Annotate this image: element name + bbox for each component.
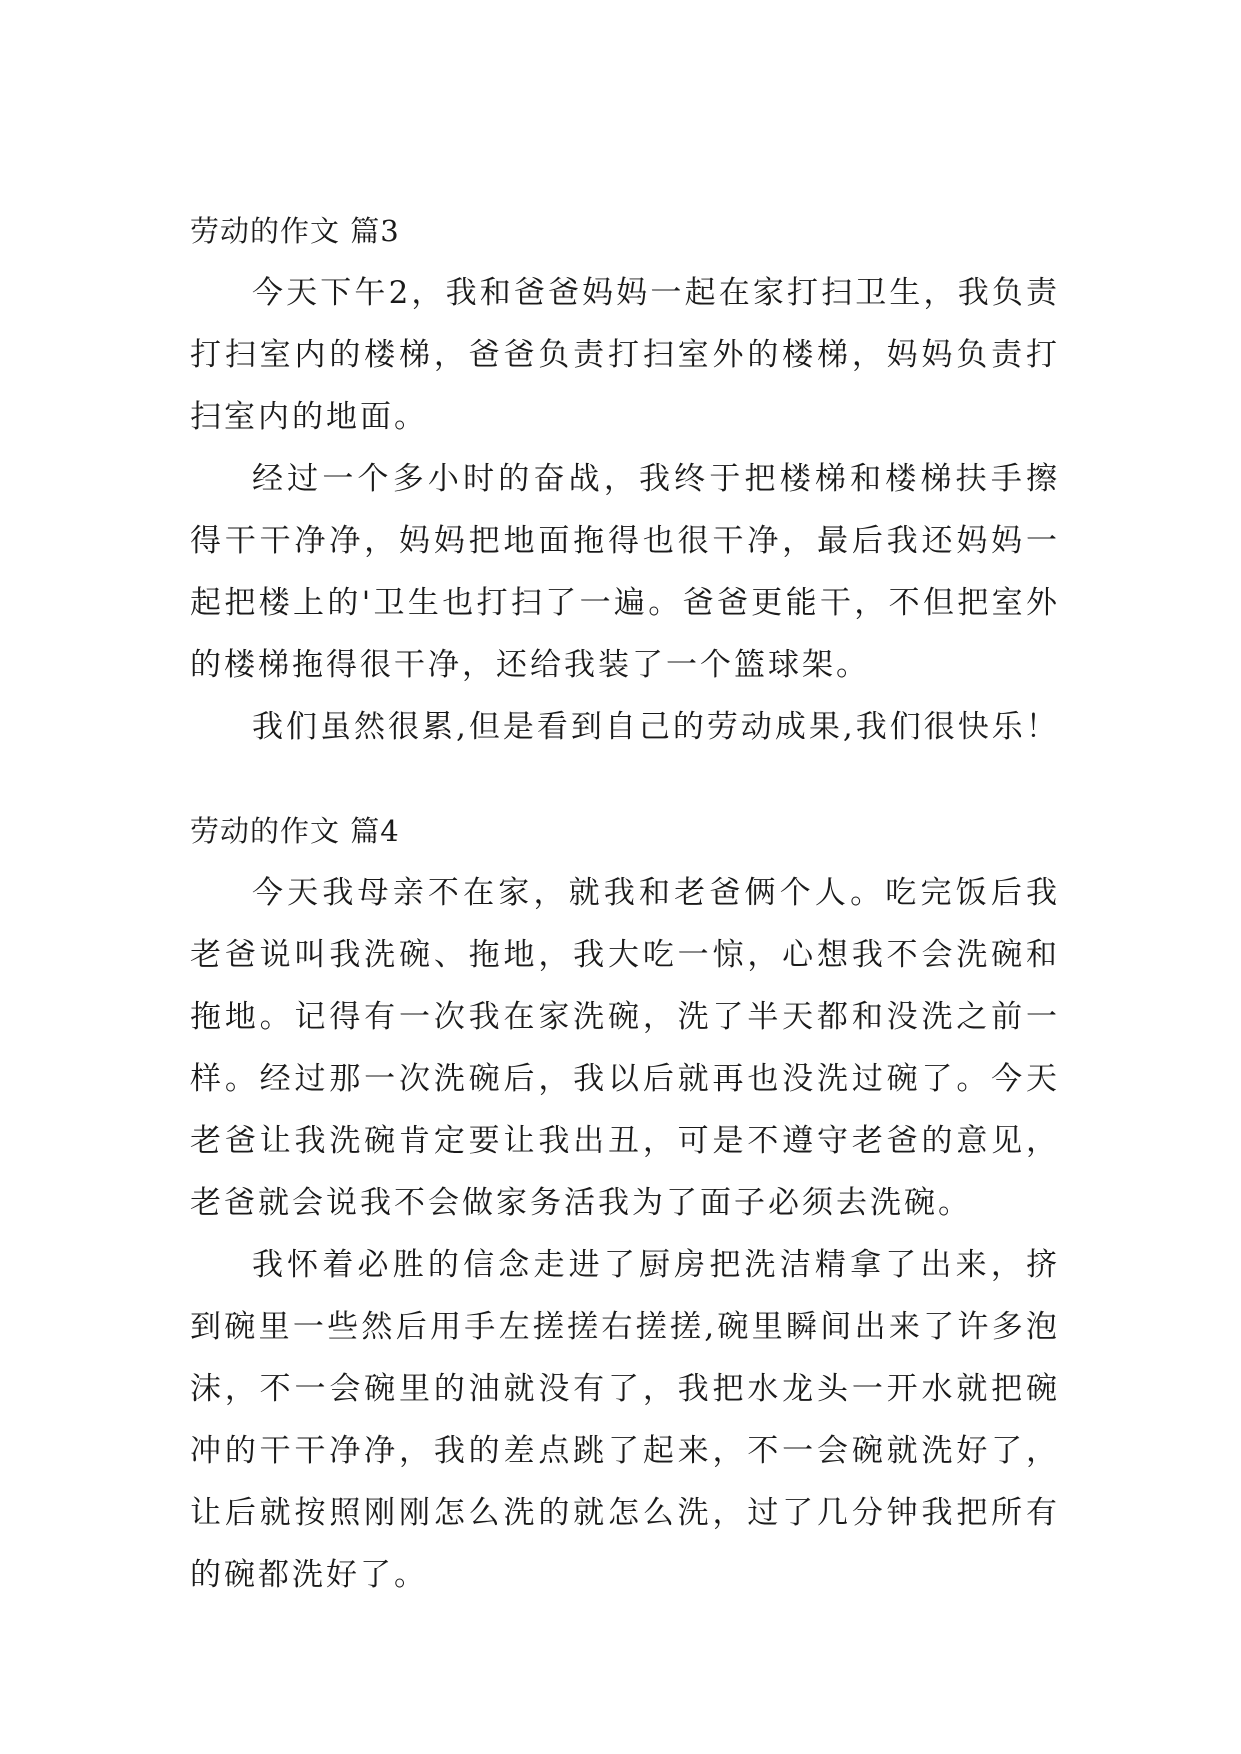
document-page [190, 200, 1060, 1680]
essay-title: 劳动的作文 篇3 [190, 214, 400, 248]
section-spacer [190, 758, 1060, 800]
essay-paragraph: 经过一个多小时的奋战，我终于把楼梯和楼梯扶手擦得干干净净，妈妈把地面拖得也很干净，最后我还妈妈一起把楼上的'卫生也打扫了一遍。爸爸更能干，不但把室外的楼梯拖得很干净，还给我装了一个篮球架。 [190, 461, 1060, 683]
essay-paragraph: 我怀着必胜的信念走进了厨房把洗洁精拿了出来，挤到碗里一些然后用手左搓搓右搓搓,碗里瞬间出来了许多泡沫，不一会碗里的油就没有了，我把水龙头一开水就把碗冲的干干净净，我的差点跳了起来，不一会碗就洗好了，让后就按照刚刚怎么洗的就怎么洗，过了几分钟我把所有的碗都洗好了。 [190, 1247, 1060, 1593]
essay-4 [190, 800, 1060, 1606]
essay-3 [190, 200, 1060, 758]
essay-paragraph: 今天我母亲不在家，就我和老爸俩个人。吃完饭后我老爸说叫我洗碗、拖地，我大吃一惊，心想我不会洗碗和拖地。记得有一次我在家洗碗，洗了半天都和没洗之前一样。经过那一次洗碗后，我以后就再也没洗过碗了。今天老爸让我洗碗肯定要让我出丑，可是不遵守老爸的意见，老爸就会说我不会做家务活我为了面子必须去洗碗。 [190, 875, 1060, 1221]
essay-paragraph: 我们虽然很累,但是看到自己的劳动成果,我们很快乐！ [252, 709, 1060, 745]
essay-title: 劳动的作文 篇4 [190, 814, 400, 848]
essay-paragraph: 今天下午2，我和爸爸妈妈一起在家打扫卫生，我负责打扫室内的楼梯，爸爸负责打扫室外的楼梯，妈妈负责打扫室内的地面。 [190, 275, 1060, 435]
